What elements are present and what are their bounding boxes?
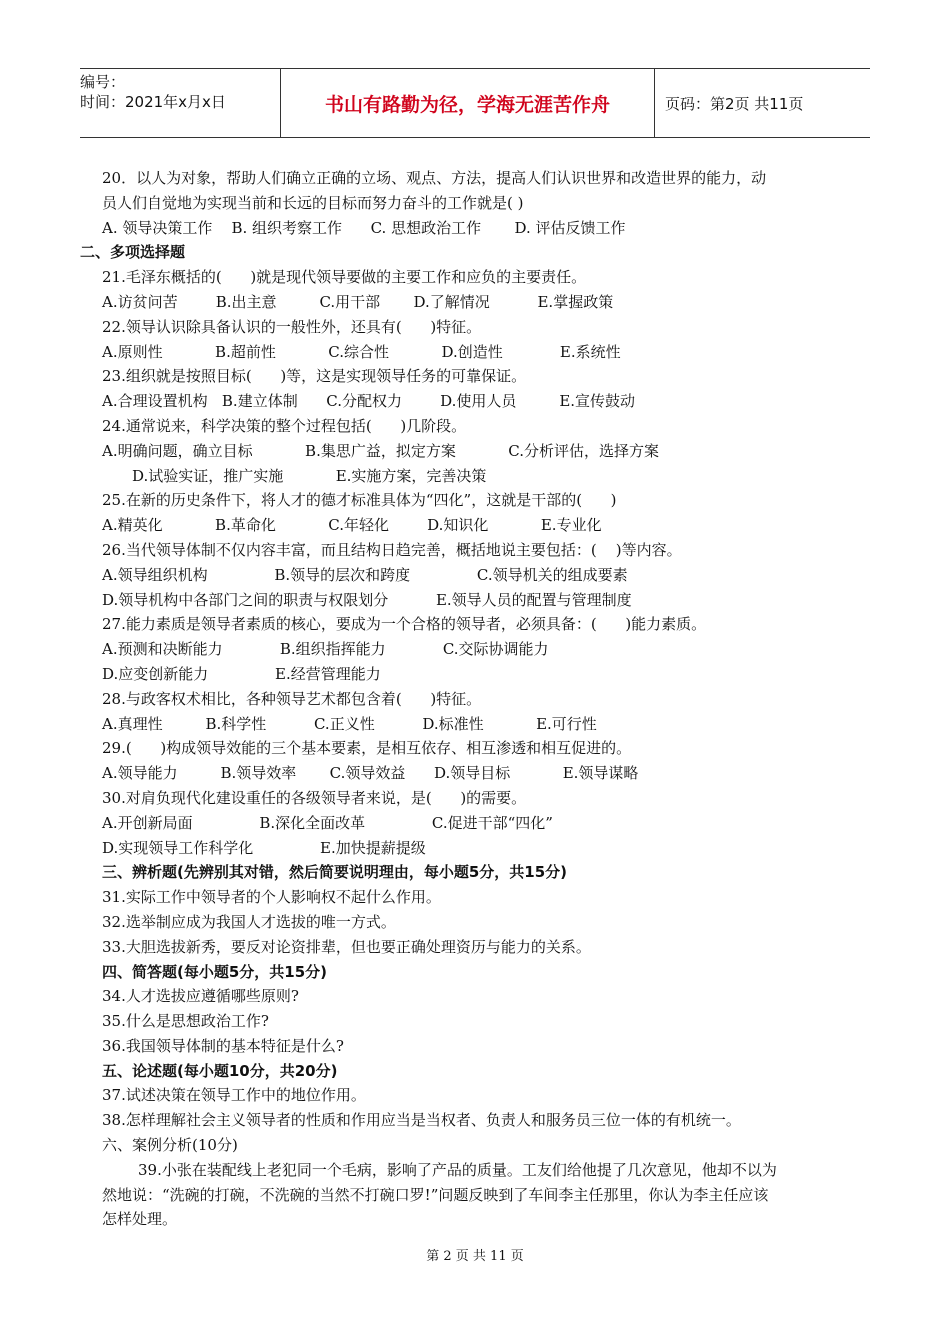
text-line: D.应变创新能力 E.经营管理能力 (102, 664, 381, 683)
text-line: 然地说：“洗碗的打碗，不洗碗的当然不打碗口罗!”问题反映到了车间李主任那里，你认为李主任应该 (102, 1185, 769, 1204)
text-line: 25.在新的历史条件下，将人才的德才标准具体为“四化”，这就是干部的( ) (102, 491, 617, 510)
text-line: A.领导能力 B.领导效率 C.领导效益 D.领导目标 E.领导谋略 (102, 764, 639, 783)
text-line: 26.当代领导体制不仅内容丰富，而且结构日趋完善，概括地说主要包括：( )等内容。 (102, 540, 682, 559)
text-line: A.预测和决断能力 B.组织指挥能力 C.交际协调能力 (102, 640, 549, 659)
text-line: 22.领导认识除具备认识的一般性外，还具有( )特征。 (102, 317, 482, 336)
document-body (80, 166, 860, 1232)
text-line: 怎样处理。 (102, 1210, 178, 1229)
text-line: A.开创新局面 B.深化全面改革 C.促进干部“四化” (102, 813, 553, 832)
text-line: D.实现领导工作科学化 E.加快提薪提级 (102, 838, 426, 857)
header-motto: 书山有路勤为径，学海无涯苦作舟 (280, 69, 655, 137)
text-line: 24.通常说来，科学决策的整个过程包括( )几阶段。 (102, 416, 467, 435)
text-line: 21.毛泽东概括的( )就是现代领导要做的主要工作和应负的主要责任。 (102, 268, 587, 287)
text-line: A.精英化 B.革命化 C.年轻化 D.知识化 E.专业化 (102, 516, 602, 535)
header-number-label: 编号： (80, 73, 126, 91)
text-line: 四、简答题(每小题5分，共15分) (102, 962, 328, 981)
text-line: 32.选举制应成为我国人才选拔的唯一方式。 (102, 912, 396, 931)
text-line: 20．以人为对象，帮助人们确立正确的立场、观点、方法，提高人们认识世界和改造世界的能力，动 (102, 169, 767, 187)
text-line: A.原则性 B.超前性 C.综合性 D.创造性 E.系统性 (102, 342, 621, 361)
text-line: 28.与政客权术相比，各种领导艺术都包含着( )特征。 (102, 689, 482, 708)
text-line: A. 领导决策工作 B. 组织考察工作 C. 思想政治工作 D. 评估反馈工作 (102, 218, 626, 237)
text-line: D.领导机构中各部门之间的职责与权限划分 E.领导人员的配置与管理制度 (102, 590, 632, 609)
header-page-label: 页码：第2页 共11页 (665, 94, 804, 113)
text-line: 23.组织就是按照目标( )等，这是实现领导任务的可靠保证。 (102, 367, 527, 386)
text-line: A.明确问题，确立目标 B.集思广益，拟定方案 C.分析评估，选择方案 (102, 441, 660, 460)
text-line: 31.实际工作中领导者的个人影响权不起什么作用。 (102, 888, 441, 907)
text-line: 39.小张在装配线上老犯同一个毛病，影响了产品的质量。工友们给他提了几次意见，他却不以为 (138, 1160, 777, 1179)
text-line: 二、多项选择题 (80, 243, 186, 262)
text-line: 27.能力素质是领导者素质的核心，要成为一个合格的领导者，必须具备：( )能力素质。 (102, 615, 707, 634)
text-line: 员人们自觉地为实现当前和长远的目标而努力奋斗的工作就是( ) (102, 193, 524, 212)
text-line: 五、论述题(每小题10分，共20分) (102, 1061, 338, 1080)
text-line: 六、案例分析(10分) (102, 1136, 238, 1155)
page-header (80, 68, 870, 138)
header-meta (80, 69, 280, 137)
text-line: 30.对肩负现代化建设重任的各级领导者来说，是( )的需要。 (102, 788, 527, 807)
text-line: 37.试述决策在领导工作中的地位作用。 (102, 1086, 366, 1105)
text-line: A.真理性 B.科学性 C.正义性 D.标准性 E.可行性 (102, 714, 597, 733)
text-line: 35.什么是思想政治工作? (102, 1012, 269, 1031)
text-line: 29.( )构成领导效能的三个基本要素，是相互依存、相互渗透和相互促进的。 (102, 739, 632, 758)
text-line: 36.我国领导体制的基本特征是什么? (102, 1036, 344, 1055)
text-line: 34.人才选拔应遵循哪些原则? (102, 987, 299, 1006)
text-line: 33.大胆选拔新秀，要反对论资排辈，但也要正确处理资历与能力的关系。 (102, 937, 591, 956)
text-line: 三、辨析题(先辨别其对错，然后简要说明理由，每小题5分，共15分) (102, 863, 568, 882)
header-date-label: 时间：2021年x月x日 (80, 93, 226, 111)
text-line: A.合理设置机构 B.建立体制 C.分配权力 D.使用人员 E.宣传鼓动 (102, 392, 636, 411)
text-line: A.访贫问苦 B.出主意 C.用干部 D.了解情况 E.掌握政策 (102, 292, 614, 311)
page-footer: 第 2 页 共 11 页 (426, 1249, 524, 1264)
text-line: A.领导组织机构 B.领导的层次和跨度 C.领导机关的组成要素 (102, 565, 628, 584)
text-line: D.试验实证，推广实施 E.实施方案，完善决策 (132, 466, 487, 485)
text-line: 38.怎样理解社会主义领导者的性质和作用应当是当权者、负责人和服务员三位一体的有机统一。 (102, 1111, 741, 1130)
